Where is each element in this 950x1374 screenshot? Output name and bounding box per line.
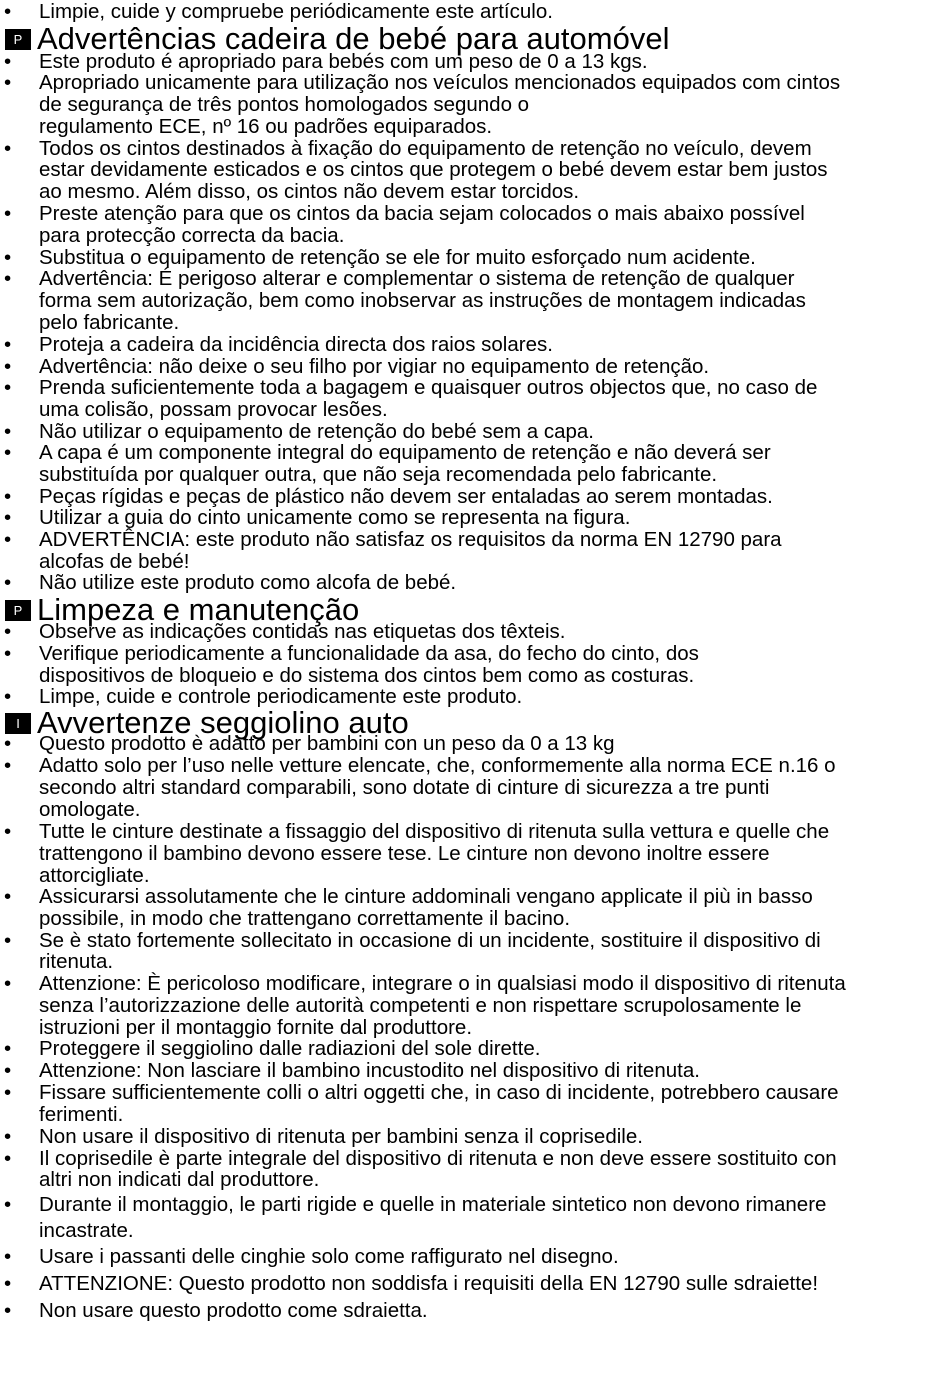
item-text: Não utilizar o equipamento de retenção do bebé sem a capa.: [39, 420, 595, 443]
item-text: incastrate.: [39, 1219, 134, 1242]
item-text: Advertência: não deixe o seu filho por vigiar no equipamento de retenção.: [39, 355, 710, 378]
item-text: Observe as indicações contidas nas etiquetas dos têxteis.: [39, 620, 566, 643]
item-text: Verifique periodicamente a funcionalidade da asa, do fecho do cinto, dos: [39, 642, 699, 665]
bullet-icon: •: [4, 528, 12, 551]
item-text: Proteja a cadeira da incidência directa dos raios solares.: [39, 333, 553, 356]
item-text: Apropriado unicamente para utilização nos veículos mencionados equipados com cintos: [39, 71, 841, 94]
heading-text: Avvertenze seggiolino auto: [37, 705, 409, 740]
item-text: Il coprisedile è parte integrale del dispositivo di ritenuta e non deve essere sostituito con: [39, 1147, 837, 1170]
item-text: estar devidamente esticados e os cintos que protegem o bebé devem estar bem justos: [39, 158, 828, 181]
item-text: Proteggere il seggiolino dalle radiazioni del sole dirette.: [39, 1037, 541, 1060]
bullet-icon: •: [4, 71, 12, 94]
bullet-icon: •: [4, 1272, 12, 1295]
item-text: ATTENZIONE: Questo prodotto non soddisfa i requisiti della EN 12790 sulle sdraiette!: [39, 1272, 819, 1295]
item-text: Limpe, cuide e controle periodicamente este produto.: [39, 685, 523, 708]
item-text: substituída por qualquer outra, que não seja recomendada pelo fabricante.: [39, 463, 718, 486]
item-text: Attenzione: Non lasciare il bambino incustodito nel dispositivo di ritenuta.: [39, 1059, 700, 1082]
item-text: uma colisão, possam provocar lesões.: [39, 398, 388, 421]
bullet-icon: •: [4, 1059, 12, 1082]
item-text: ferimenti.: [39, 1103, 124, 1126]
heading-text: Advertências cadeira de bebé para automóvel: [37, 21, 670, 56]
item-text: Prenda suficientemente toda a bagagem e quaisquer outros objectos que, no caso de: [39, 376, 818, 399]
bullet-icon: •: [4, 1245, 12, 1268]
bullet-icon: •: [4, 420, 12, 443]
heading-text: Limpeza e manutenção: [37, 592, 360, 627]
item-text: Este produto é apropriado para bebés com um peso de 0 a 13 kgs.: [39, 50, 648, 73]
bullet-icon: •: [4, 929, 12, 952]
bullet-icon: •: [4, 0, 12, 23]
item-text: Assicurarsi assolutamente che le cinture addominali vengano applicate il più in basso: [39, 885, 813, 908]
item-text: Preste atenção para que os cintos da bacia sejam colocados o mais abaixo possível: [39, 202, 805, 225]
bullet-icon: •: [4, 246, 12, 269]
item-text: ADVERTÊNCIA: este produto não satisfaz os requisitos da norma EN 12790 para: [39, 528, 782, 551]
item-text: Durante il montaggio, le parti rigide e quelle in materiale sintetico non devono rimanere: [39, 1193, 827, 1216]
item-text: Limpie, cuide y compruebe periódicamente este artículo.: [39, 0, 553, 23]
bullet-icon: •: [4, 1193, 12, 1216]
bullet-icon: •: [4, 1081, 12, 1104]
bullet-icon: •: [4, 972, 12, 995]
item-text: ritenuta.: [39, 950, 114, 973]
bullet-icon: •: [4, 642, 12, 665]
bullet-icon: •: [4, 441, 12, 464]
bullet-icon: •: [4, 754, 12, 777]
item-text: de segurança de três pontos homologados segundo o: [39, 93, 530, 116]
item-text: dispositivos de bloqueio e do sistema dos cintos bem como as costuras.: [39, 664, 695, 687]
item-text: Todos os cintos destinados à fixação do equipamento de retenção no veículo, devem: [39, 137, 812, 160]
bullet-icon: •: [4, 885, 12, 908]
item-text: trattengono il bambino devono essere tese. Le cinture non devono inoltre essere: [39, 842, 770, 865]
item-text: omologate.: [39, 798, 141, 821]
item-text: Substitua o equipamento de retenção se ele for muito esforçado num acidente.: [39, 246, 756, 269]
item-text: Fissare sufficientemente colli o altri oggetti che, in caso di incidente, potrebbero causare: [39, 1081, 839, 1104]
item-text: secondo altri standard comparabili, sono dotate di cinture di sicurezza a tre punti: [39, 776, 770, 799]
bullet-icon: •: [4, 137, 12, 160]
language-badge: I: [5, 713, 31, 734]
bullet-icon: •: [4, 820, 12, 843]
bullet-icon: •: [4, 1125, 12, 1148]
bullet-icon: •: [4, 506, 12, 529]
item-text: Se è stato fortemente sollecitato in occasione di un incidente, sostituire il dispositivo di: [39, 929, 821, 952]
bullet-icon: •: [4, 1299, 12, 1322]
language-badge: P: [5, 600, 31, 621]
bullet-icon: •: [4, 333, 12, 356]
item-text: Utilizar a guia do cinto unicamente como se representa na figura.: [39, 506, 631, 529]
item-text: forma sem autorização, bem como inobservar as instruções de montagem indicadas: [39, 289, 806, 312]
item-text: alcofas de bebé!: [39, 550, 190, 573]
bullet-icon: •: [4, 485, 12, 508]
item-text: possibile, in modo che trattengano correttamente il bacino.: [39, 907, 571, 930]
item-text: pelo fabricante.: [39, 311, 180, 334]
item-text: Usare i passanti delle cinghie solo come raffigurato nel disegno.: [39, 1245, 619, 1268]
item-text: Advertência: É perigoso alterar e complementar o sistema de retenção de qualquer: [39, 267, 795, 290]
bullet-icon: •: [4, 1037, 12, 1060]
item-text: regulamento ECE, nº 16 ou padrões equiparados.: [39, 115, 493, 138]
bullet-icon: •: [4, 267, 12, 290]
item-text: Non usare questo prodotto come sdraietta.: [39, 1299, 428, 1322]
item-text: altri non indicati dal produttore.: [39, 1168, 320, 1191]
bullet-icon: •: [4, 376, 12, 399]
item-text: Não utilize este produto como alcofa de bebé.: [39, 571, 457, 594]
item-text: Attenzione: È pericoloso modificare, integrare o in qualsiasi modo il dispositivo di ritenuta: [39, 972, 846, 995]
item-text: Adatto solo per l’uso nelle vetture elencate, che, conformemente alla norma ECE n.16 o: [39, 754, 836, 777]
language-badge: P: [5, 29, 31, 50]
bullet-icon: •: [4, 620, 12, 643]
item-text: Peças rígidas e peças de plástico não devem ser entaladas ao serem montadas.: [39, 485, 773, 508]
bullet-icon: •: [4, 571, 12, 594]
bullet-icon: •: [4, 1147, 12, 1170]
bullet-icon: •: [4, 202, 12, 225]
item-text: senza l’autorizzazione delle autorità competenti e non rispettare scrupolosamente le: [39, 994, 802, 1017]
item-text: istruzioni per il montaggio fornite dal produttore.: [39, 1016, 473, 1039]
bullet-icon: •: [4, 685, 12, 708]
item-text: Non usare il dispositivo di ritenuta per bambini senza il coprisedile.: [39, 1125, 643, 1148]
item-text: ao mesmo. Além disso, os cintos não devem estar torcidos.: [39, 180, 580, 203]
bullet-icon: •: [4, 732, 12, 755]
item-text: A capa é um componente integral do equipamento de retenção e não deverá ser: [39, 441, 771, 464]
bullet-icon: •: [4, 50, 12, 73]
item-text: para protecção correcta da bacia.: [39, 224, 345, 247]
item-text: Tutte le cinture destinate a fissaggio del dispositivo di ritenuta sulla vettura e quelle che: [39, 820, 830, 843]
item-text: Questo prodotto è adatto per bambini con un peso da 0 a 13 kg: [39, 732, 615, 755]
bullet-icon: •: [4, 355, 12, 378]
item-text: attorcigliate.: [39, 864, 150, 887]
